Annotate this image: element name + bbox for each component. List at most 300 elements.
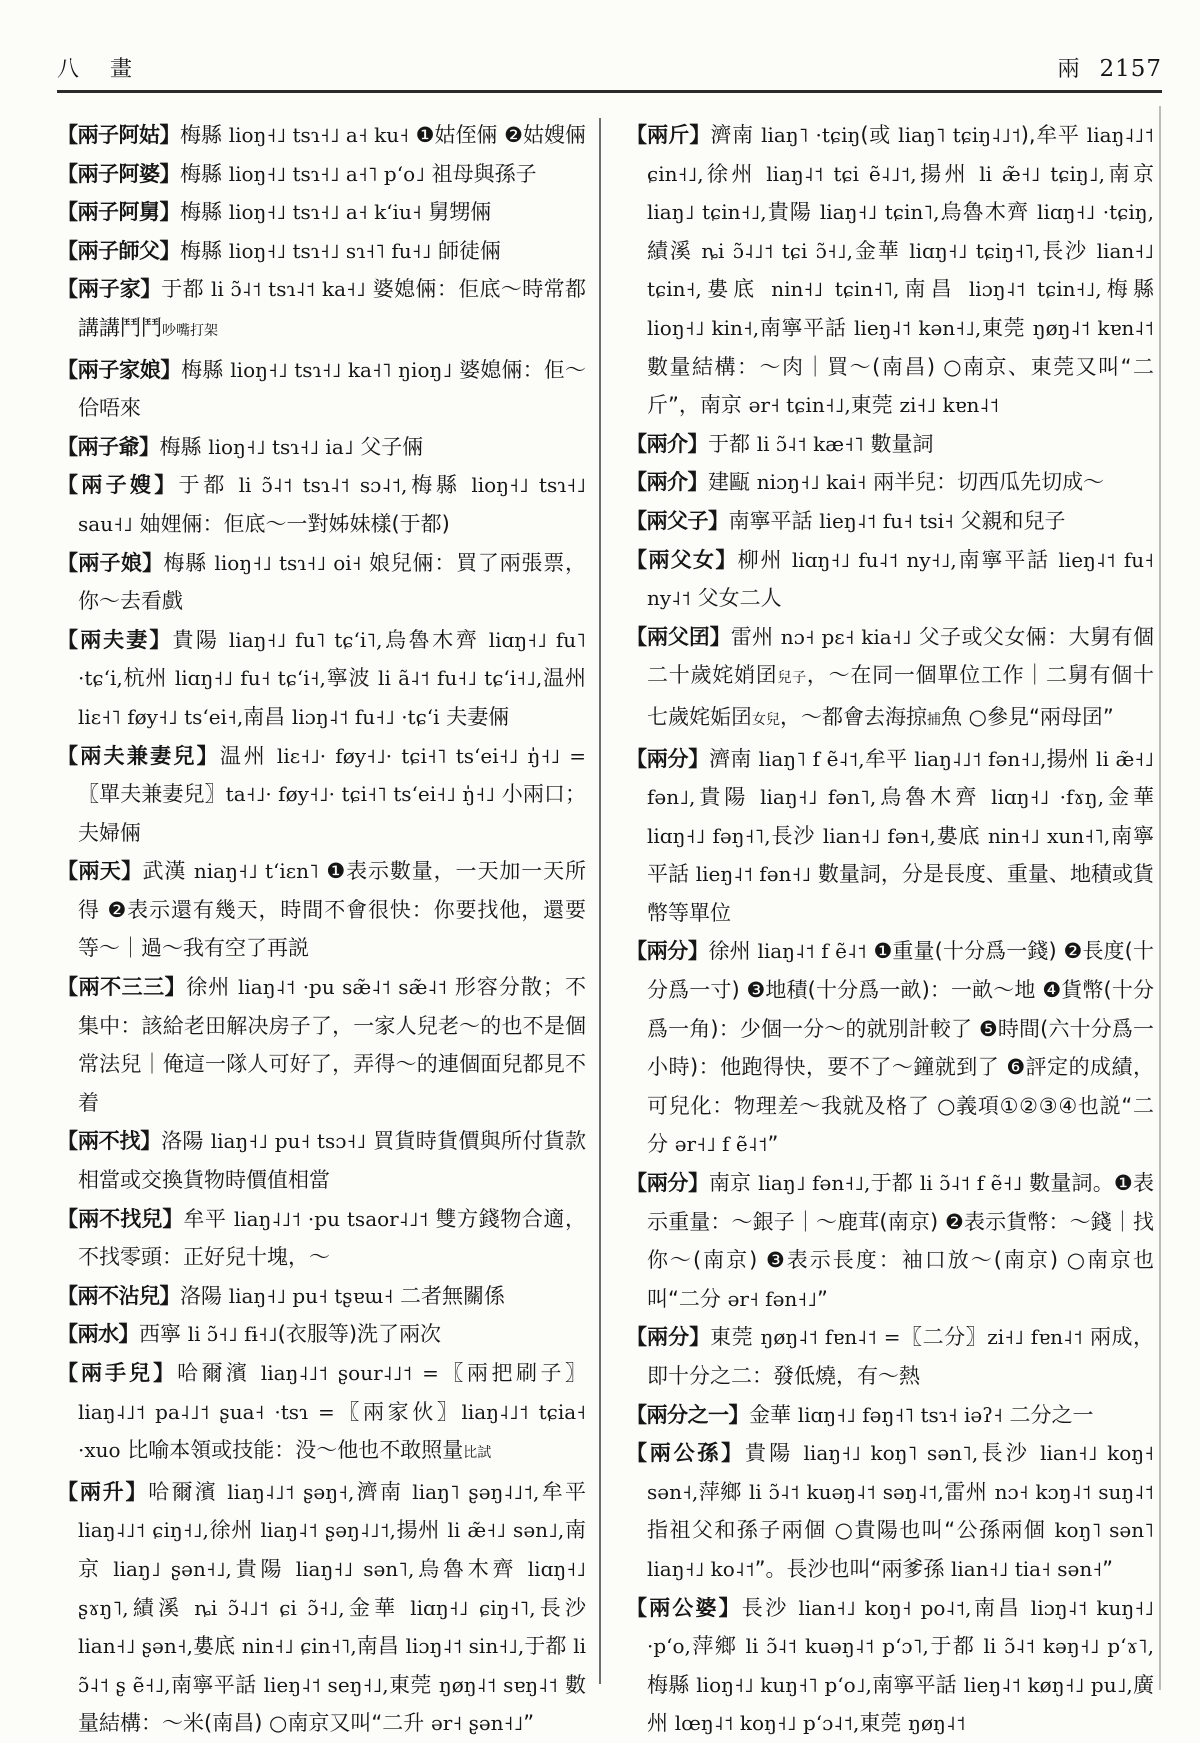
- entry: [57, 737, 586, 853]
- gloss-text: 徐州: [708, 939, 758, 964]
- page-edge-line: [1159, 106, 1161, 1690]
- gloss-text: ”: [1102, 1556, 1114, 1581]
- phonetic-run: niaŋ˧˩ tʻiɛn˥: [193, 859, 319, 884]
- entry-headword: 【兩手兒】: [57, 1361, 178, 1385]
- entry: [626, 1589, 1154, 1743]
- gloss-text: 數量詞，分是長度、重量、地積或貨幣等單位: [647, 862, 1154, 925]
- gloss-text: 貴陽: [231, 1556, 296, 1581]
- gloss-text: 于都: [870, 1171, 920, 1196]
- phonetic-run: lieŋ˨˦ fu˧ ny˨˦: [647, 547, 1154, 611]
- gloss-text: 梅縣: [407, 473, 472, 498]
- phonetic-run: liaŋ˨˦ tɕi ẽ˨˩˦,: [766, 161, 917, 186]
- entry-headword: 【兩介】: [626, 431, 708, 456]
- small-annotation: 吵嘴打架: [162, 322, 218, 339]
- phonetic-run: ŋøŋ˨˦ sɐŋ˨˦: [438, 1672, 558, 1697]
- gloss-text: 徐州: [208, 1518, 261, 1543]
- column-right: [626, 116, 1154, 1743]
- entry: [57, 1473, 586, 1743]
- phonetic-run: liaŋ˨˩˦ fən˧˩,: [914, 746, 1047, 771]
- gloss-text: 〖兩家伙〗: [334, 1399, 462, 1424]
- gloss-text: 哈爾濱: [148, 1479, 228, 1504]
- phonetic-run: ȵi ɔ̃˨˩˦ ɕi ɔ̃˧˩,: [194, 1595, 345, 1620]
- gloss-text: 于都: [928, 1634, 984, 1659]
- small-annotation: 兒子: [777, 670, 807, 687]
- entry-headword: 【兩分】: [626, 1171, 709, 1196]
- phonetic-run: liɔŋ˨˦ sin˧˩,: [405, 1634, 525, 1659]
- entry: [57, 193, 586, 232]
- gloss-text: 梅縣: [180, 200, 229, 225]
- phonetic-run: liɑŋ˧˩ fu˧ tɕʻi˧,: [174, 666, 326, 691]
- gloss-text: 南寧平話: [647, 823, 1154, 887]
- gloss-text: 廣州: [647, 1672, 1154, 1736]
- entry: [57, 116, 586, 155]
- gloss-text: 揚州: [916, 161, 980, 186]
- entry-headword: 【兩父女】: [626, 547, 738, 572]
- phonetic-run: nin˧˩ tɕin˧˥,: [771, 277, 900, 302]
- gloss-text: 萍鄉: [698, 1479, 749, 1504]
- phonetic-run: liaŋ˨˩˦ ʂəŋ˧,: [227, 1479, 355, 1504]
- phonetic-run: ər˧ tɕin˧˩,: [748, 393, 851, 418]
- entry: [626, 618, 1154, 740]
- phonetic-run: ȵi ɔ̃˨˩˦ tɕi ɔ̃˧˩,: [701, 238, 853, 263]
- gloss-text: 妯娌倆：佢底～一對姊妹樣(于都): [132, 511, 450, 536]
- entry: [57, 351, 586, 428]
- gloss-text: 長沙: [978, 1441, 1041, 1466]
- entry: [626, 740, 1154, 933]
- entry: [57, 852, 586, 968]
- phonetic-run: liaŋ˧˩ fu˥ tɕʻi˥,: [228, 627, 383, 652]
- phonetic-run: lieŋ˨˦ fən˧˩: [695, 862, 812, 887]
- gloss-text: 小兩口；夫婦倆: [78, 782, 587, 845]
- gloss-text: 貴陽: [744, 1441, 804, 1466]
- gloss-text: 南京: [1105, 161, 1154, 186]
- gloss-text: 績溪: [128, 1595, 195, 1620]
- gloss-text: 東莞: [850, 393, 900, 418]
- phonetic-run: ŋøŋ˨˦ fɐn˨˦ =: [760, 1325, 901, 1350]
- gloss-text: 牟平: [539, 1479, 587, 1504]
- gloss-text: 二分之一: [1002, 1402, 1094, 1427]
- gloss-text: 舅甥倆: [421, 200, 492, 225]
- phonetic-run: li ɔ̃˧˩ fɨ˧˩: [187, 1322, 278, 1347]
- phonetic-run: nin˧˩ ɕin˧˥,: [241, 1634, 357, 1659]
- gloss-text: ”。長沙也叫“兩爹孫: [754, 1556, 952, 1581]
- entry-headword: 【兩不找兒】: [57, 1206, 184, 1231]
- entry-headword: 【兩升】: [57, 1479, 149, 1504]
- gloss-text: 武漢: [142, 859, 194, 884]
- phonetic-run: liaŋ˩ ʂən˧˩,: [113, 1556, 232, 1581]
- entry: [626, 116, 1154, 425]
- gloss-text: 南寧平話: [956, 547, 1059, 572]
- phonetic-run: lioŋ˧˩ kin˧,: [647, 315, 760, 340]
- gloss-text: 數量詞: [863, 431, 934, 456]
- phonetic-run: liaŋ˨˩˦ pa˨˩˦ ʂua˧ ·tsɿ =: [78, 1399, 335, 1424]
- gloss-text: 烏魯木齊: [414, 1556, 528, 1581]
- gloss-text: 東莞: [859, 1711, 909, 1736]
- phonetic-run: liaŋ˨˩˦ ɕiŋ˧˩,: [78, 1518, 209, 1543]
- phonetic-run: lieŋ˨˦ kən˧˩,: [854, 315, 982, 340]
- phonetic-run: li ɔ̃˨˦ ʂ ẽ˧˩,: [78, 1634, 586, 1697]
- gloss-text: 雷州: [730, 624, 781, 649]
- entry: [626, 1434, 1154, 1588]
- phonetic-run: liaŋ˥ ʂəŋ˨˩˦,: [412, 1479, 540, 1504]
- phonetic-run: liaŋ˨˩˦ tɕia˧ ·xuo: [78, 1399, 587, 1463]
- gloss-text: 〖單夫兼妻兒〗: [78, 782, 226, 807]
- gloss-text: 雙方錢物合適，不找零頭：正好兒十塊，～: [78, 1206, 586, 1270]
- gloss-text: 長沙: [535, 1595, 586, 1620]
- phonetic-run: li ã˨˦ fu˧˩ tɕʻi˧˩,: [378, 666, 543, 691]
- phonetic-run: liaŋ˨˦ ʂəŋ˨˩˦,: [260, 1518, 396, 1543]
- gloss-text: 梅縣: [180, 161, 229, 186]
- phonetic-run: lian˧˩ koŋ˧ po˨˦,: [798, 1595, 972, 1620]
- gloss-text: 長沙: [741, 1595, 799, 1620]
- entry-headword: 【兩公婆】: [626, 1595, 742, 1620]
- entry: [57, 428, 586, 467]
- gloss-text: 夫妻倆: [439, 704, 510, 729]
- entry-headword: 【兩子師父】: [57, 238, 180, 263]
- entry: [626, 541, 1154, 618]
- phonetic-run: lioŋ˧˩ tsɿ˧˩ ka˧˥ ŋioŋ˩: [230, 357, 453, 382]
- phonetic-run: liɛ˧˥ føy˧˩ tsʻei˧,: [78, 704, 244, 729]
- gloss-text: 梅縣: [180, 238, 229, 263]
- phonetic-run: liɑŋ˧˩ ·fɤŋ,: [991, 785, 1104, 810]
- gloss-text: 兩成，即十分之二：發低燒，有～熱: [647, 1325, 1155, 1388]
- gloss-text: 梅縣: [180, 123, 229, 147]
- phonetic-run: liaŋ˥ tɕiŋ˨˩˦: [898, 123, 1021, 147]
- gloss-text: 貴陽: [766, 200, 820, 225]
- phonetic-run: lian˧˩ fən˧,: [822, 823, 936, 848]
- gloss-text: 雷州: [943, 1479, 995, 1504]
- entry: [57, 1122, 586, 1199]
- gloss-text: 魚 ○參見“兩母囝”: [941, 704, 1114, 729]
- gloss-text: 南京: [78, 1518, 587, 1581]
- entry-headword: 【兩介】: [626, 470, 708, 495]
- phonetic-run: lian˧˩ tɕin˧,: [647, 238, 1154, 302]
- gloss-text: (或: [860, 123, 899, 147]
- phonetic-run: li ɔ̃˨˦ f ẽ˧˩: [919, 1171, 1023, 1196]
- gloss-text: ❶姑侄倆 ❷姑嫂倆: [408, 123, 586, 147]
- gloss-text: 〖兩把刷子〗: [438, 1361, 587, 1385]
- gloss-text: 父子倆: [353, 434, 424, 459]
- entry-headword: 【兩不沾兒】: [57, 1283, 180, 1308]
- phonetic-run: lian˧˩ koŋ˧ sən˧,: [647, 1441, 1154, 1504]
- entry: [626, 425, 1154, 464]
- gloss-text: ，～都會去海掠: [780, 704, 927, 729]
- phonetic-run: zi˧˩ kɐn˨˦: [899, 393, 1000, 418]
- gloss-text: 父子或父女倆：大舅有個二十歲姹娋囝: [647, 624, 1154, 688]
- gloss-text: 〖二分〗: [900, 1325, 988, 1350]
- entry: [626, 932, 1154, 1164]
- phonetic-run: liɑŋ˧˩ ɕiŋ˧˥,: [410, 1595, 536, 1620]
- gloss-text: 南昌: [971, 1595, 1031, 1620]
- phonetic-run: li ɔ̃˨˦ kuəŋ˨˦ səŋ˨˦,: [748, 1479, 944, 1504]
- page-guide-character: 兩: [1057, 57, 1080, 82]
- phonetic-run: ər˧ fən˧˩: [727, 1286, 818, 1311]
- gloss-text: 婁底: [935, 823, 988, 848]
- gloss-text: 洛陽: [161, 1129, 211, 1154]
- phonetic-run: liaŋ˧˩ fən˥,: [760, 785, 877, 810]
- gloss-text: 二者無關係: [393, 1283, 506, 1308]
- phonetic-run: ər˧ ʂən˧˩: [430, 1711, 524, 1736]
- entry: [626, 1318, 1154, 1395]
- phonetic-run: liaŋ˥ ·tɕiŋ: [761, 123, 861, 147]
- page-header: [57, 52, 1162, 93]
- entry-headword: 【兩斤】: [626, 123, 711, 147]
- gloss-text: 南昌: [356, 1634, 406, 1659]
- gloss-text: 梅縣: [647, 1672, 697, 1697]
- phonetic-run: lioŋ˧˩ tsɿ˧˩ a˧ ku˧: [228, 123, 409, 147]
- phonetic-run: liaŋ˧˩ tɕin˥,: [819, 200, 940, 225]
- gloss-text: 南寧平話: [170, 1672, 264, 1697]
- phonetic-run: lian˧˩ ʂən˧,: [78, 1634, 193, 1659]
- entry: [57, 155, 586, 194]
- gloss-text: (衣服等)洗了兩次: [277, 1322, 442, 1347]
- phonetic-run: lian˧˩ tia˧ sən˧: [951, 1556, 1103, 1581]
- phonetic-run: liaŋ˧˩ pu˧ tsɔ˧˩: [210, 1129, 367, 1154]
- phonetic-run: lœŋ˨˦ koŋ˧˩ pʻɔ˨˦,: [674, 1711, 860, 1736]
- gloss-text: 兩半兒：切西瓜先切成～: [866, 470, 1105, 495]
- phonetic-run: ŋøŋ˨˦: [908, 1711, 966, 1736]
- phonetic-run: lioŋ˧˩ tsɿ˧˩ oi˧: [214, 550, 362, 575]
- phonetic-run: liaŋ˨˩˦ ɕin˧˩,: [647, 123, 1154, 186]
- entry: [57, 270, 586, 350]
- gloss-text: 南京: [708, 1171, 759, 1196]
- phonetic-run: liaŋ˨˦ ·pu sæ̃˨˦ sæ̃˨˦: [237, 975, 448, 1000]
- entry-headword: 【兩子娘】: [57, 550, 164, 575]
- phonetic-run: liaŋ˧˩ pu˧ tʂɐɯ˧: [228, 1283, 394, 1308]
- entry-headword: 【兩公孫】: [626, 1441, 745, 1466]
- entry-headword: 【兩分之一】: [626, 1402, 749, 1427]
- gloss-text: 長沙: [770, 823, 823, 848]
- gloss-text: 濟南: [709, 746, 759, 771]
- gloss-text: 温州: [219, 743, 277, 768]
- phonetic-run: nin˧˩ xun˧˥,: [987, 823, 1111, 848]
- gloss-text: 温州: [542, 666, 587, 691]
- gloss-text: ”: [817, 1286, 828, 1311]
- entry-headword: 【兩天】: [57, 859, 143, 884]
- entry: [57, 466, 586, 543]
- gloss-text: 績溪: [647, 238, 702, 263]
- gloss-text: 烏魯木齊: [382, 627, 489, 652]
- gloss-text: ❶表示數量，一天加一天所得 ❷表示還有幾天，時間不會很快：你要找他，還要等～｜過～我有空了再説: [78, 859, 586, 961]
- gloss-text: 西寧: [139, 1322, 188, 1347]
- entry-headword: 【兩父囝】: [626, 624, 731, 649]
- gloss-text: 哈爾濱: [177, 1361, 261, 1385]
- small-annotation: 女兒: [752, 711, 780, 728]
- entry: [57, 1315, 586, 1354]
- phonetic-run: li ɔ̃˨˦ kuəŋ˨˦ pʻɔ˥,: [745, 1634, 929, 1659]
- gloss-text: 南昌: [899, 277, 969, 302]
- gloss-text: 于都: [178, 473, 239, 498]
- phonetic-run: niɔŋ˧˩ kai˧: [756, 470, 867, 495]
- gloss-text: 貴陽: [695, 785, 761, 810]
- gloss-text: 金華: [1103, 785, 1154, 810]
- phonetic-run: liɑŋ˧˩ fəŋ˧˥ tsɿ˧ iəʔ˧: [797, 1402, 1003, 1427]
- phonetic-run: liɛ˧˩· føy˧˩· tɕi˧˥ tsʻei˧˩ ŋ̍˧˩ =: [276, 743, 586, 768]
- gloss-text: 婆媳倆：佢～佮唔來: [78, 357, 586, 421]
- phonetic-run: liaŋ˧˩ koŋ˥ sən˥,: [803, 1441, 979, 1466]
- gloss-text: 杭州: [122, 666, 175, 691]
- gloss-text: 揚州: [1046, 746, 1097, 771]
- entry-headword: 【兩子家】: [57, 277, 162, 302]
- phonetic-run: liaŋ˩ tɕin˧˩,: [647, 200, 767, 225]
- gloss-text: 數量結構：～肉｜買～(南昌) ○南京、東莞又叫“二斤”，南京: [647, 354, 1154, 418]
- phonetic-run: li ɔ̃˨˦ tsɿ˨˦ sɔ˨˦,: [238, 473, 408, 498]
- section-label: 八 畫: [57, 57, 144, 82]
- phonetic-run: liɔŋ˨˦ tɕin˧˩,: [968, 277, 1102, 302]
- phonetic-run: liɔŋ˨˦ fu˧˩ ·tɕʻi: [291, 704, 440, 729]
- entry: [57, 1354, 586, 1473]
- gloss-text: 長沙: [1040, 238, 1097, 263]
- gloss-text: 柳州: [737, 547, 792, 572]
- entry-headword: 【兩子阿舅】: [57, 200, 180, 225]
- gloss-text: 寧波: [325, 666, 379, 691]
- entry-headword: 【兩分】: [626, 746, 710, 771]
- gloss-text: 指祖父和孫子兩個 ○貴陽也叫“公孫兩個: [647, 1518, 1055, 1543]
- phonetic-run: li ɔ̃˨˦ kəŋ˧˩ pʻɤ˥,: [983, 1634, 1154, 1659]
- entry-headword: 【兩水】: [57, 1322, 139, 1347]
- phonetic-run: liɑŋ˧˩ fu˨˦ ny˧˩,: [791, 547, 957, 572]
- gloss-text: 金華: [344, 1595, 411, 1620]
- phonetic-run: li æ̃˧˩ tɕiŋ˩,: [979, 161, 1105, 186]
- entry-headword: 【兩不三三】: [57, 975, 187, 1000]
- small-annotation: 比試: [463, 1445, 492, 1462]
- gloss-text: 娘兒倆：買了兩張票，你～去看戲: [78, 550, 586, 614]
- gloss-text: ),牟平: [1020, 123, 1087, 147]
- gloss-text: ”: [523, 1711, 535, 1736]
- entry-headword: 【兩子嫂】: [57, 473, 179, 498]
- entry-headword: 【兩子阿婆】: [57, 161, 180, 186]
- entry: [626, 1396, 1154, 1435]
- gloss-text: 金華: [749, 1402, 798, 1427]
- phonetic-run: liɑŋ˧˩ fu˥ ·tɕʻi,: [78, 627, 586, 691]
- phonetic-run: liɑŋ˧˩ ·tɕiŋ,: [1037, 200, 1154, 225]
- gloss-text: 烏魯木齊: [876, 785, 992, 810]
- gloss-text: 祖母與孫子: [425, 161, 537, 186]
- gloss-text: ，～在同一個單位工作｜二舅有個十七歲姹姤囝: [647, 663, 1155, 729]
- phonetic-run: liɑŋ˧˩ ʂɤŋ˥,: [78, 1556, 586, 1620]
- entry: [57, 621, 586, 737]
- phonetic-run: ta˧˩· føy˧˩· tɕi˧˥ tsʻei˧˩ ŋ̍˧˩: [225, 782, 495, 807]
- phonetic-run: liaŋ˨˩˦ ·pu tsaor˨˩˦: [233, 1206, 429, 1231]
- phonetic-run: lioŋ˧˩ tsɿ˧˩ sau˧˩: [78, 473, 586, 536]
- phonetic-run: liɔŋ˨˦ kuŋ˧˩ ·pʻo,: [647, 1595, 1155, 1659]
- entry-headword: 【兩子爺】: [57, 434, 160, 459]
- entry-headword: 【兩夫兼妻兒】: [57, 743, 220, 768]
- phonetic-run: koŋ˥ sən˥ liaŋ˧˩ ko˨˦: [647, 1518, 1154, 1581]
- gloss-text: 烏魯木齊: [939, 200, 1038, 225]
- phonetic-run: lioŋ˧˩ tsɿ˧˩ sɿ˧˥ fu˧˩: [228, 238, 432, 263]
- entry: [626, 502, 1154, 541]
- phonetic-run: nɔ˧ pɛ˧ kia˧˩: [780, 624, 912, 649]
- phonetic-run: ŋøŋ˨˦ kɐn˨˦: [1032, 315, 1154, 340]
- entry-headword: 【兩夫妻】: [57, 627, 173, 652]
- gloss-text: 南寧平話: [759, 315, 855, 340]
- phonetic-run: liaŋ˧˩ sən˥,: [295, 1556, 415, 1581]
- gloss-text: 梅縣: [163, 550, 215, 575]
- gloss-text: 濟南: [710, 123, 762, 147]
- gloss-text: 東莞: [710, 1325, 761, 1350]
- gloss-text: 婆媳倆：佢底～時常都講講鬥鬥: [78, 277, 586, 340]
- entry: [57, 232, 586, 271]
- phonetic-run: liaŋ˩ fən˧˩,: [758, 1171, 871, 1196]
- entry: [626, 1164, 1154, 1318]
- entry-headword: 【兩父子】: [626, 508, 729, 533]
- gloss-text: 貴陽: [172, 627, 229, 652]
- gloss-text: 南寧平話: [871, 1672, 964, 1697]
- entry: [57, 1277, 586, 1316]
- phonetic-run: liaŋ˨˩˦ ʂour˨˩˦ =: [260, 1361, 439, 1385]
- phonetic-run: lieŋ˨˦ køŋ˧˩ pu˩,: [963, 1672, 1133, 1697]
- phonetic-run: li æ̃˧˩ sən˩,: [447, 1518, 565, 1543]
- column-left: [57, 116, 586, 1743]
- phonetic-run: lioŋ˧˩ tsɿ˧˩ a˧˥ pʻo˩: [228, 161, 425, 186]
- phonetic-run: liaŋ˥ f ẽ˨˦,: [758, 746, 865, 771]
- gloss-text: 于都: [161, 277, 212, 302]
- page-info: [1057, 52, 1162, 83]
- text-columns: [57, 112, 1162, 1736]
- entry-headword: 【兩子家娘】: [57, 357, 182, 382]
- gloss-text: 牟平: [183, 1206, 234, 1231]
- phonetic-run: li ɔ̃˨˦ tsɿ˨˦ ka˧˩: [211, 277, 366, 302]
- gloss-text: 梅縣: [1101, 277, 1154, 302]
- gloss-text: 梅縣: [181, 357, 231, 382]
- phonetic-run: li æ̃˧˩ fən˩,: [647, 746, 1154, 810]
- gloss-text: 東莞: [388, 1672, 439, 1697]
- gloss-text: 金華: [852, 238, 910, 263]
- gloss-text: 數量結構：～米(南昌) ○南京又叫“二升: [78, 1672, 586, 1736]
- gloss-text: 建甌: [708, 470, 757, 495]
- gloss-text: ❶重量(十分爲一錢) ❷長度(十分爲一寸) ❸地積(十分爲一畝)：一畝～地 ❹貨幣(十分爲一角)：少個一分～的就別計較了 ❺時間(六十分爲一小時)：他跑得快，要不了～鐘就到了 ❻評定的成績，可兒化：物理差～我就及格了 ○義項①②③④也説“二分: [647, 939, 1154, 1157]
- phonetic-run: lioŋ˧˩ tsɿ˧˩ a˧ kʻiu˧: [228, 200, 422, 225]
- entry: [57, 1200, 586, 1277]
- gloss-text: 數量詞。❶表示重量：～銀子｜～鹿茸(南京) ❷表示貨幣：～錢｜找你～(南京) ❸表示長度：袖口放～(南京) ○南京也叫“二分: [647, 1171, 1154, 1311]
- gloss-text: 父親和兒子: [953, 508, 1066, 533]
- small-annotation: 捕: [927, 711, 941, 728]
- gloss-text: 東莞: [981, 315, 1033, 340]
- gloss-text: 南寧平話: [728, 508, 820, 533]
- phonetic-run: lioŋ˧˩ kuŋ˧˥ pʻo˩,: [696, 1672, 872, 1697]
- phonetic-run: ər˧˩ f ẽ˨˦: [674, 1132, 768, 1157]
- gloss-text: ”: [767, 1132, 779, 1157]
- phonetic-run: nɔ˧ kɔŋ˨˦ suŋ˨˦: [994, 1479, 1154, 1504]
- gloss-text: 洛陽: [180, 1283, 229, 1308]
- entry-headword: 【兩分】: [626, 939, 709, 964]
- gloss-text: 買貨時貨價與所付貨款相當或交換貨物時價值相當: [78, 1129, 586, 1193]
- gloss-text: 于都: [524, 1634, 574, 1659]
- gloss-text: 揚州: [395, 1518, 448, 1543]
- page-number: 2157: [1099, 56, 1162, 82]
- column-divider: [599, 118, 601, 1684]
- gloss-text: 于都: [708, 431, 757, 456]
- entry: [626, 463, 1154, 502]
- gloss-text: 形容分散；不集中：該給老田解决房子了，一家人兒老～的也不是個常法兒｜俺這一隊人可好了，弄得～的連個面兒都見不着: [78, 975, 586, 1115]
- gloss-text: 比喻本領或技能：没～他也不敢照量: [120, 1438, 464, 1463]
- gloss-text: 婁底: [192, 1634, 242, 1659]
- entry: [57, 544, 586, 621]
- gloss-text: 萍鄉: [690, 1634, 746, 1659]
- phonetic-run: liaŋ˨˦ f ẽ˨˦: [757, 939, 867, 964]
- gloss-text: 師徒倆: [431, 238, 502, 263]
- gloss-text: 濟南: [354, 1479, 413, 1504]
- gloss-text: 南昌: [243, 704, 292, 729]
- gloss-text: 父女二人: [690, 586, 782, 611]
- phonetic-run: lioŋ˧˩ tsɿ˧˩ ia˩: [208, 434, 354, 459]
- entry-headword: 【兩分】: [626, 1325, 711, 1350]
- gloss-text: 徐州: [186, 975, 238, 1000]
- gloss-text: 徐州: [703, 161, 767, 186]
- entry: [57, 968, 586, 1122]
- phonetic-run: lieŋ˨˦ seŋ˧˩,: [263, 1672, 389, 1697]
